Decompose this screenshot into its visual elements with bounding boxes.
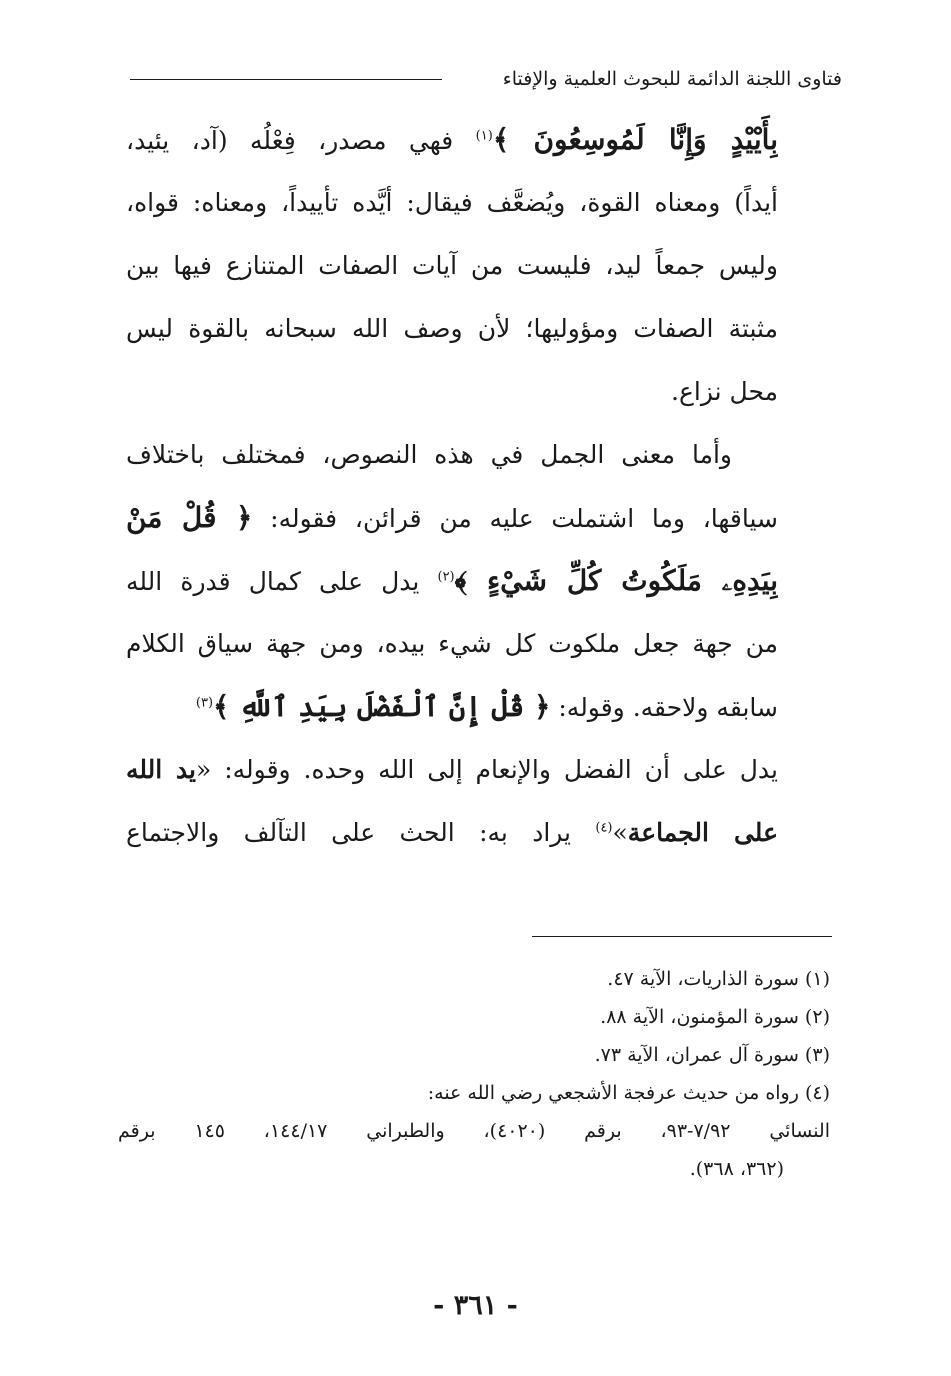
header-title: فتاوى اللجنة الدائمة للبحوث العلمية والإفتاء [502,68,842,90]
footnote-ref: (٢) [437,569,455,585]
footnote-separator [532,936,832,937]
quran-verse: ﴿ قُلْ إِنَّ ٱلْفَضْلَ بِيَدِ ٱللَّهِ ﴾ [213,690,551,723]
header-rule [130,79,442,80]
page-number: - ٣٦١ - [433,1290,518,1321]
line-text: يراد به: الحث على التآلف والاجتماع [126,818,596,847]
footnote-3: (٣) سورة آل عمران، الآية ٧٣. [594,1044,830,1066]
text-line-8 [126,549,778,612]
text-line-5: محل نزاع. [671,377,778,406]
line-text: يدل على كمال قدرة الله [126,567,438,596]
quote-close: » [612,818,628,847]
hadith-text: على الجماعة [627,818,778,847]
hadith-text: يد الله [126,755,196,784]
main-text [126,108,778,864]
running-header [130,66,842,100]
quran-verse: بِأَيْيْدٍ وَإِنَّا لَمُوسِعُونَ ﴾ [492,123,778,156]
text-line-7 [126,486,778,549]
line-text: سابقه ولاحقه. وقوله: [550,693,778,722]
line-text: يدل على أن الفضل والإنعام إلى الله وحده. وقوله: « [196,755,778,784]
footnote-4-line-3: (٣٦٢، ٣٦٨). [689,1158,784,1180]
text-line-10 [126,675,778,738]
footnote-4-line-2: النسائي ٧/٩٢-٩٣، برقم (٤٠٢٠)، والطبراني ١٤٤/١٧، ١٤٥ برقم [118,1120,831,1142]
footnote-ref: (٣) [195,695,214,711]
text-line-11 [126,738,778,801]
text-line-4: مثبتة الصفات ومؤوليها؛ لأن وصف الله سبحانه بالقوة ليس [126,314,778,343]
quran-verse: ﴿ قُلْ مَنْ [126,501,253,534]
footnote-1: (١) سورة الذاريات، الآية ٤٧. [607,968,830,990]
footnote-ref: (١) [475,128,493,144]
footnote-4: (٤) رواه من حديث عرفجة الأشجعي رضي الله عنه: [427,1082,830,1104]
text-line-12 [126,801,778,864]
text-line-6: وأما معنى الجمل في هذه النصوص، فمختلف باختلاف [126,440,732,469]
line-text: فهي مصدر، فِعْلُه (آد، يئيد، [126,126,476,155]
quran-verse: بِيَدِهِۦ مَلَكُوتُ كُلِّ شَيْءٍ ﴾ [454,564,778,597]
footnote-ref: (٤) [595,820,613,836]
footnotes [118,960,830,1188]
footnote-2: (٢) سورة المؤمنون، الآية ٨٨. [600,1006,830,1028]
text-line-3: وليس جمعاً ليد، فليست من آيات الصفات المتنازع فيها بين [126,251,778,280]
text-line-2: أيداً) ومعناه القوة، ويُضعَّف فيقال: أيَّده تأييداً، ومعناه: قواه، [126,188,778,217]
text-line-9: من جهة جعل ملكوت كل شيء بيده، ومن جهة سياق الكلام [126,629,778,658]
text-line-1 [126,108,778,171]
line-text: سياقها، وما اشتملت عليه من قرائن، فقوله: [252,504,778,533]
